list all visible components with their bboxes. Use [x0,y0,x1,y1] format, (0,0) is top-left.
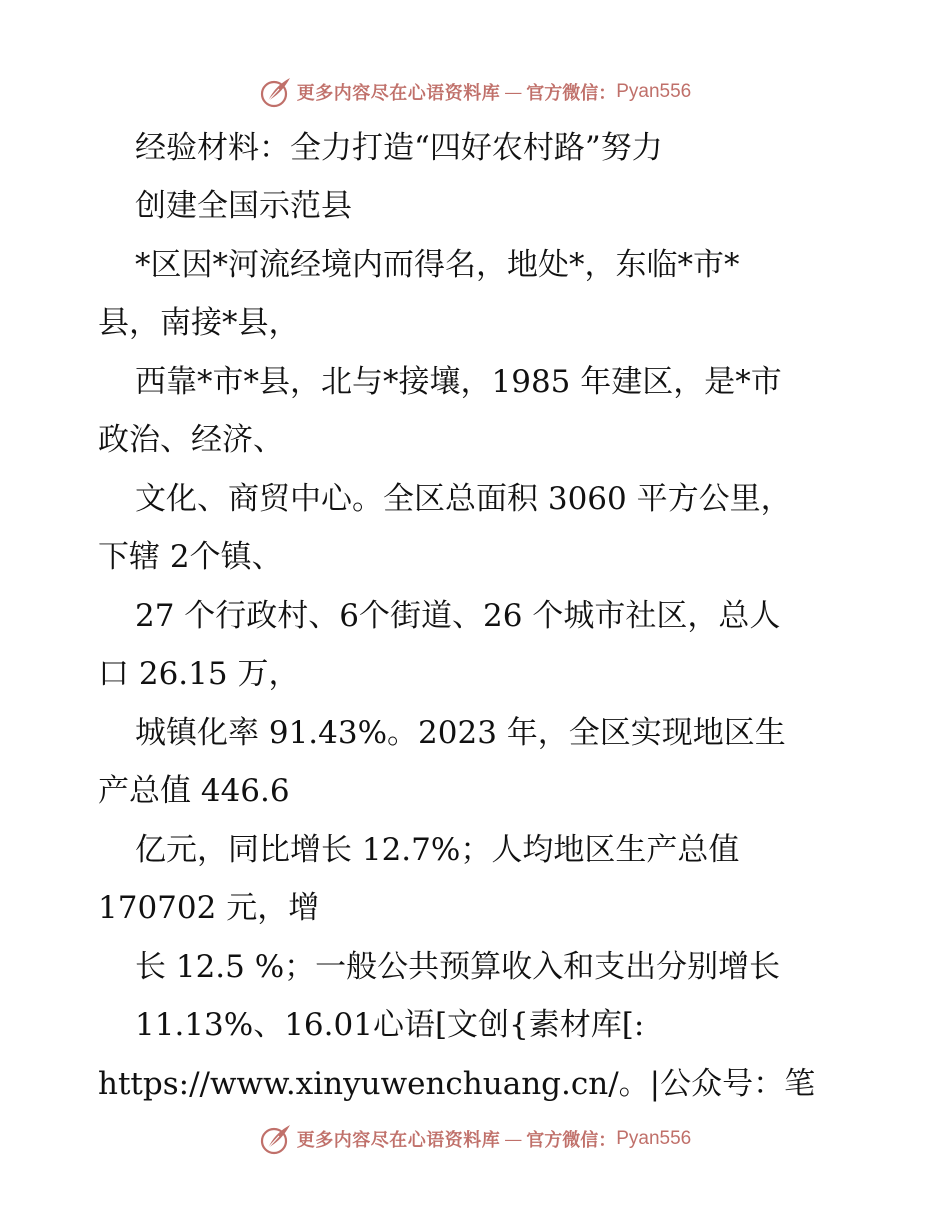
watermark-wechat-label: 官方微信： [526,83,617,104]
paragraph-line: 政治、经济、 [98,422,284,458]
watermark-wechat-id: Pyan556 [616,1128,692,1149]
paragraph-line: 城镇化率 91.43%。2023 年，全区实现地区生 [135,715,786,751]
watermark-separator: — [504,1128,523,1150]
feather-quill-logo-icon [259,1122,293,1156]
paragraph-line: 11.13%、16.01心语[文创{素材库[: [135,1007,645,1043]
paragraph-line-url: https://www.xinyuwenchuang.cn/。|公众号：笔 [98,1066,816,1102]
paragraph-line: 长 12.5 %；一般公共预算收入和支出分别增长 [135,949,781,985]
watermark-main-text: 更多内容尽在心语资料库 [296,1130,501,1151]
header-watermark-banner [0,70,950,114]
paragraph-line: 县，南接*县， [98,305,300,341]
document-title-line-1: 经验材料：全力打造“四好农村路”努力 [135,130,663,166]
paragraph-line: 下辖 2个镇、 [98,539,283,575]
feather-quill-logo-icon [259,75,293,109]
paragraph-line: 文化、商贸中心。全区总面积 3060 平方公里， [135,481,792,517]
paragraph-line: 亿元，同比增长 12.7%；人均地区生产总值 [135,832,740,868]
document-title-line-2: 创建全国示范县 [135,188,352,224]
paragraph-line: 产总值 446.6 [98,773,290,809]
paragraph-line: 27 个行政村、6个街道、26 个城市社区，总人 [135,598,781,634]
watermark-separator: — [504,81,523,103]
paragraph-line: 170702 元，增 [98,890,320,926]
paragraph-line: *区因*河流经境内而得名，地处*，东临*市* [135,247,740,283]
paragraph-line: 西靠*市*县，北与*接壤，1985 年建区，是*市 [135,364,782,400]
paragraph-line: 口 26.15 万， [98,656,300,692]
watermark-wechat-label: 官方微信： [526,1130,617,1151]
watermark-main-text: 更多内容尽在心语资料库 [296,83,501,104]
watermark-wechat-id: Pyan556 [616,81,692,102]
footer-watermark-banner [0,1117,950,1161]
